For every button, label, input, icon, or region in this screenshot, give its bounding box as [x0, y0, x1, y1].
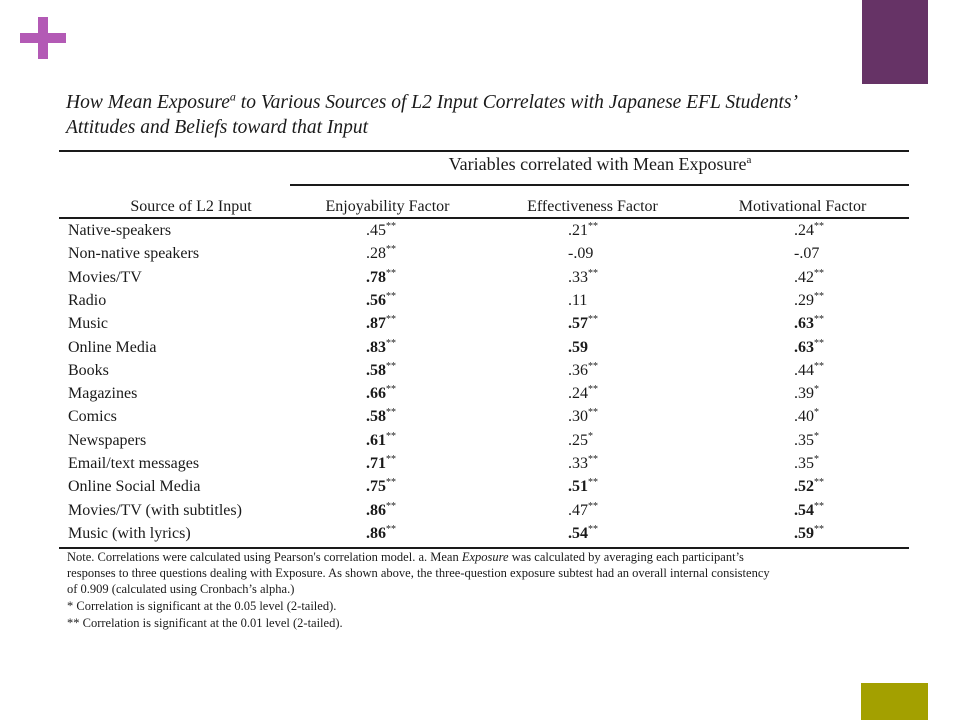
correlation-value: .59 [794, 524, 814, 542]
correlation-value: .33 [568, 268, 588, 286]
significance-marker: ** [386, 500, 396, 512]
group-header-superscript: a [746, 154, 752, 166]
correlation-value: .25 [568, 431, 588, 449]
motivational-cell [794, 312, 824, 335]
effectiveness-cell [568, 242, 593, 265]
table-row [60, 405, 910, 428]
significance-marker: ** [588, 407, 598, 419]
table-title-part2: to Various Sources of L2 Input Correlates with Japanese EFL Students’ [235, 92, 798, 113]
significance-marker: ** [386, 221, 396, 232]
table-note-line1 [67, 550, 912, 566]
table-row [60, 312, 910, 335]
table-note-line4: * Correlation is significant at the 0.05 level (2-tailed). [67, 599, 337, 613]
note-line1-italic: Exposure [461, 550, 509, 564]
table-row [60, 499, 910, 522]
motivational-cell [794, 289, 824, 312]
motivational-cell [794, 429, 819, 452]
significance-marker: ** [814, 314, 824, 326]
correlation-value: .51 [568, 478, 588, 496]
correlation-value: .58 [366, 408, 386, 426]
significance-marker: ** [588, 221, 598, 232]
table-row [60, 382, 910, 405]
motivational-cell [794, 242, 819, 265]
effectiveness-cell [568, 475, 598, 498]
enjoyability-cell [366, 242, 396, 265]
significance-marker: ** [386, 384, 396, 396]
correlation-value: .57 [568, 315, 588, 333]
motivational-cell [794, 475, 824, 498]
note-line1-part-a: Note. Correlations were calculated using Pearson's correlation model. a. Mean [67, 550, 462, 564]
effectiveness-cell [568, 219, 598, 242]
significance-marker: * [588, 430, 593, 442]
group-header-rule [290, 184, 909, 186]
correlation-value: .86 [366, 524, 386, 542]
table-row [60, 242, 910, 265]
significance-marker: ** [386, 290, 396, 302]
significance-marker: ** [386, 267, 396, 279]
correlation-value: .29 [794, 291, 814, 309]
significance-marker: ** [386, 244, 396, 256]
correlation-value: .63 [794, 315, 814, 333]
effectiveness-cell [568, 289, 587, 312]
effectiveness-cell [568, 336, 588, 359]
significance-marker: ** [588, 360, 598, 372]
table-note-line3: of 0.909 (calculated using Cronbach’s alpha.) [67, 582, 295, 596]
effectiveness-cell [568, 405, 598, 428]
table-title [66, 90, 906, 140]
correlation-value: .28 [366, 245, 386, 263]
significance-marker: ** [588, 384, 598, 396]
source-cell: Movies/TV (with subtitles) [68, 501, 242, 519]
effectiveness-cell [568, 499, 598, 522]
correlation-value: .78 [366, 268, 386, 286]
significance-marker: ** [588, 477, 598, 489]
correlation-value: .39 [794, 385, 814, 403]
effectiveness-cell [568, 312, 598, 335]
table-title-part1: How Mean Exposure [66, 92, 230, 113]
significance-marker: ** [814, 360, 824, 372]
significance-marker: * [814, 430, 819, 442]
table-row [60, 336, 910, 359]
correlation-value: .58 [366, 361, 386, 379]
significance-marker: ** [814, 477, 824, 489]
correlation-value: .44 [794, 361, 814, 379]
motivational-cell [794, 452, 819, 475]
effectiveness-cell [568, 429, 593, 452]
correlation-value: .71 [366, 455, 386, 472]
correlation-value: .21 [568, 222, 588, 239]
enjoyability-cell [366, 405, 396, 428]
correlation-value: .35 [794, 431, 814, 449]
table-row [60, 219, 910, 242]
correlation-value: .33 [568, 455, 588, 472]
enjoyability-cell [366, 499, 396, 522]
source-cell: Email/text messages [68, 455, 200, 472]
significance-marker: ** [814, 221, 824, 232]
table-note-line5: ** Correlation is significant at the 0.01 level (2-tailed). [67, 616, 343, 630]
significance-marker: ** [386, 314, 396, 326]
correlation-value: .35 [794, 455, 814, 472]
source-cell: Books [68, 361, 109, 379]
motivational-cell [794, 219, 824, 242]
enjoyability-cell [366, 475, 396, 498]
significance-marker: ** [386, 454, 396, 465]
effectiveness-cell [568, 382, 598, 405]
correlation-value: .45 [366, 222, 386, 239]
enjoyability-cell [366, 429, 396, 452]
table-bottom-rule [59, 547, 909, 549]
significance-marker: ** [386, 337, 396, 349]
significance-marker: * [814, 407, 819, 419]
significance-marker: ** [814, 267, 824, 279]
correlation-value: .56 [366, 291, 386, 309]
enjoyability-cell [366, 312, 396, 335]
source-cell: Magazines [68, 385, 138, 403]
motivational-cell [794, 405, 819, 428]
correlation-value: .40 [794, 408, 814, 426]
group-header-label: Variables correlated with Mean Exposure [448, 154, 747, 174]
column-header-source: Source of L2 Input [130, 198, 252, 215]
effectiveness-cell [568, 266, 598, 289]
source-cell: Music [68, 315, 108, 333]
table-row [60, 452, 910, 475]
significance-marker: ** [814, 337, 824, 349]
significance-marker: ** [588, 267, 598, 279]
table-row [60, 359, 910, 382]
column-header-effectiveness: Effectiveness Factor [527, 198, 658, 215]
motivational-cell [794, 499, 824, 522]
motivational-cell [794, 382, 819, 405]
effectiveness-cell [568, 452, 598, 475]
note-line1-part-b: was calculated by averaging each participant’s [508, 550, 744, 564]
top-right-accent-block [862, 0, 928, 84]
enjoyability-cell [366, 522, 396, 545]
correlation-value: .87 [366, 315, 386, 333]
source-cell: Online Media [68, 338, 157, 356]
significance-marker: ** [814, 500, 824, 512]
correlation-value: .47 [568, 501, 588, 519]
significance-marker: ** [386, 430, 396, 442]
table-row [60, 522, 910, 545]
correlation-value: .86 [366, 501, 386, 519]
correlation-value: .11 [568, 291, 588, 309]
significance-marker: * [814, 384, 819, 396]
enjoyability-cell [366, 359, 396, 382]
enjoyability-cell [366, 382, 396, 405]
table-title-line2: Attitudes and Beliefs toward that Input [66, 117, 369, 138]
source-cell: Comics [68, 408, 117, 426]
group-header [290, 152, 910, 176]
correlation-value: .30 [568, 408, 588, 426]
column-header-motivational: Motivational Factor [738, 198, 867, 215]
significance-marker: ** [588, 523, 598, 535]
motivational-cell [794, 359, 824, 382]
significance-marker: ** [386, 477, 396, 489]
motivational-cell [794, 522, 824, 545]
correlation-value: .66 [366, 385, 386, 403]
effectiveness-cell [568, 359, 598, 382]
correlation-value: -.09 [568, 245, 594, 263]
correlation-value: .61 [366, 431, 386, 449]
table-row [60, 429, 910, 452]
correlation-value: .59 [568, 338, 588, 356]
significance-marker: ** [386, 360, 396, 372]
significance-marker: ** [588, 500, 598, 512]
source-cell: Non-native speakers [68, 245, 200, 263]
source-cell: Radio [68, 291, 107, 309]
table-row [60, 289, 910, 312]
correlation-value: .83 [366, 338, 386, 356]
significance-marker: ** [386, 407, 396, 419]
plus-logo-bar-vertical [38, 17, 48, 59]
source-cell: Music (with lyrics) [68, 524, 191, 542]
column-header-enjoyability: Enjoyability Factor [325, 198, 450, 215]
motivational-cell [794, 336, 824, 359]
significance-marker: ** [814, 290, 824, 302]
source-cell: Online Social Media [68, 478, 201, 496]
significance-marker: ** [386, 523, 396, 535]
source-cell: Movies/TV [68, 268, 142, 286]
correlation-value: .63 [794, 338, 814, 356]
correlation-value: .36 [568, 361, 588, 379]
table-row [60, 475, 910, 498]
correlation-value: .52 [794, 478, 814, 496]
enjoyability-cell [366, 336, 396, 359]
correlation-value: .24 [568, 385, 588, 403]
significance-marker: ** [814, 523, 824, 535]
significance-marker: ** [588, 314, 598, 326]
correlation-value: .75 [366, 478, 386, 496]
bottom-right-accent-block [861, 683, 928, 720]
enjoyability-cell [366, 219, 396, 242]
plus-logo-icon [20, 17, 66, 59]
enjoyability-cell [366, 289, 396, 312]
correlation-value: .42 [794, 268, 814, 286]
significance-marker: * [814, 454, 819, 465]
motivational-cell [794, 266, 824, 289]
correlation-value: .24 [794, 222, 814, 239]
correlation-value: .54 [794, 501, 814, 519]
significance-marker: ** [588, 454, 598, 465]
correlation-value: -.07 [794, 245, 820, 263]
table-row [60, 266, 910, 289]
table-note-line2: responses to three questions dealing with Exposure. As shown above, the three-question exposure subtest had an overall internal consistency [67, 566, 770, 580]
source-cell: Newspapers [68, 431, 147, 449]
source-cell: Native-speakers [68, 222, 172, 239]
table-title-superscript: a [229, 89, 236, 104]
correlation-value: .54 [568, 524, 588, 542]
enjoyability-cell [366, 266, 396, 289]
enjoyability-cell [366, 452, 396, 475]
effectiveness-cell [568, 522, 598, 545]
